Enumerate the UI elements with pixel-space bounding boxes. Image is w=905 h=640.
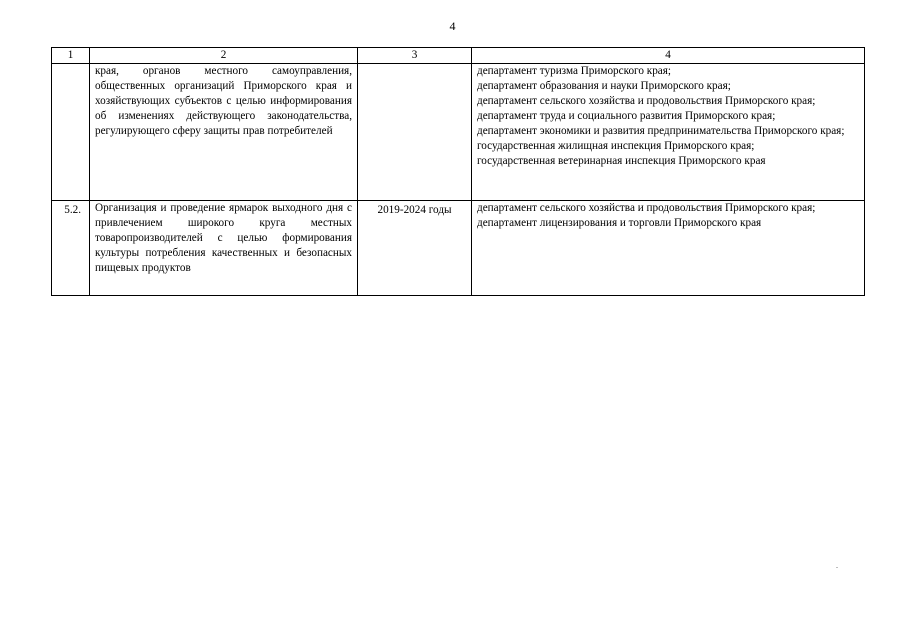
column-header-2: 2 [90,48,358,64]
column-header-1: 1 [52,48,90,64]
table-row [52,64,865,201]
executors-cell [472,64,865,201]
scan-speck [836,567,838,568]
executor-line: департамент экономики и развития предпринимательства Приморского края; [477,125,845,137]
table-header-row [52,48,865,64]
executor-line: департамент лицензирования и торговли Приморского края [477,217,762,229]
executor-line: департамент сельского хозяйства и продовольствия Приморского края; [477,202,816,214]
row-number-cell [52,64,90,201]
measures-table [51,47,865,296]
executor-line: департамент образования и науки Приморского края; [477,80,731,92]
period-cell: 2019-2024 годы [358,201,472,296]
executor-line: департамент сельского хозяйства и продовольствия Приморского края; [477,95,816,107]
measure-cell: края, органов местного самоуправления, общественных организаций Приморского края и хозяйствующих субъектов с целью информирования об изменениях действующего законодательства, регулирующего сферу защиты прав потребителей [90,64,358,201]
page-number: 4 [449,19,456,33]
executors-cell [472,201,865,296]
row-number-cell: 5.2. [52,201,90,296]
executor-line: департамент труда и социального развития Приморского края; [477,110,776,122]
column-header-4: 4 [472,48,865,64]
table-row [52,201,865,296]
measure-cell: Организация и проведение ярмарок выходного дня с привлечением широкого круга местных товаропроизводителей с целью формирования культуры потребления качественных и безопасных пищевых продуктов [90,201,358,296]
period-cell [358,64,472,201]
executor-line: государственная жилищная инспекция Приморского края; [477,140,755,152]
executor-line: государственная ветеринарная инспекция Приморского края [477,155,766,167]
executor-line: департамент туризма Приморского края; [477,65,672,77]
column-header-3: 3 [358,48,472,64]
